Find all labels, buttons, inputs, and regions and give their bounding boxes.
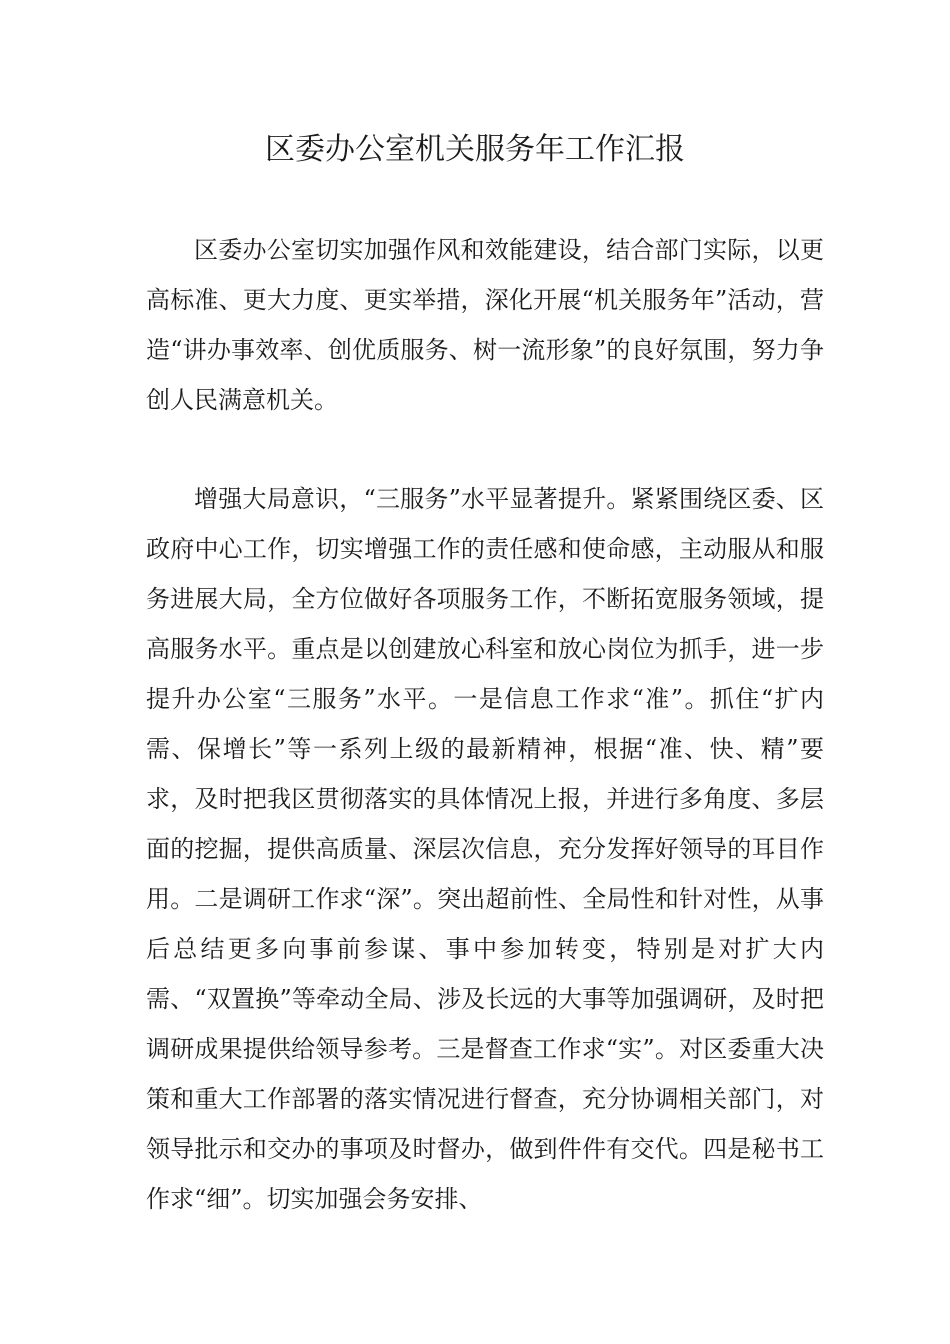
body-paragraph: 增强大局意识，“三服务”水平显著提升。紧紧围绕区委、区政府中心工作，切实增强工作的责任感和使命感，主动服从和服务进展大局，全方位做好各项服务工作，不断拓宽服务领域，提高服务水平。重点是以创建放心科室和放心岗位为抓手，进一步提升办公室“三服务”水平。一是信息工作求“准”。抓住“扩内需、保增长”等一系列上级的最新精神，根据“准、快、精”要求，及时把我区贯彻落实的具体情况上报，并进行多角度、多层面的挖掘，提供高质量、深层次信息，充分发挥好领导的耳目作用。二是调研工作求“深”。突出超前性、全局性和针对性，从事后总结更多向事前参谋、事中参加转变，特别是对扩大内需、“双置换”等牵动全局、涉及长远的大事等加强调研，及时把调研成果提供给领导参考。三是督查工作求“实”。对区委重大决策和重大工作部署的落实情况进行督查，充分协调相关部门，对领导批示和交办的事项及时督办，做到件件有交代。四是秘书工作求“细”。切实加强会务安排、 xyxy=(146,485,824,1213)
intro-paragraph: 区委办公室切实加强作风和效能建设，结合部门实际，以更高标准、更大力度、更实举措，深化开展“机关服务年”活动，营造“讲办事效率、创优质服务、树一流形象”的良好氛围，努力争创人民满意机关。 xyxy=(146,236,824,414)
document-title: 区委办公室机关服务年工作汇报 xyxy=(265,132,685,167)
